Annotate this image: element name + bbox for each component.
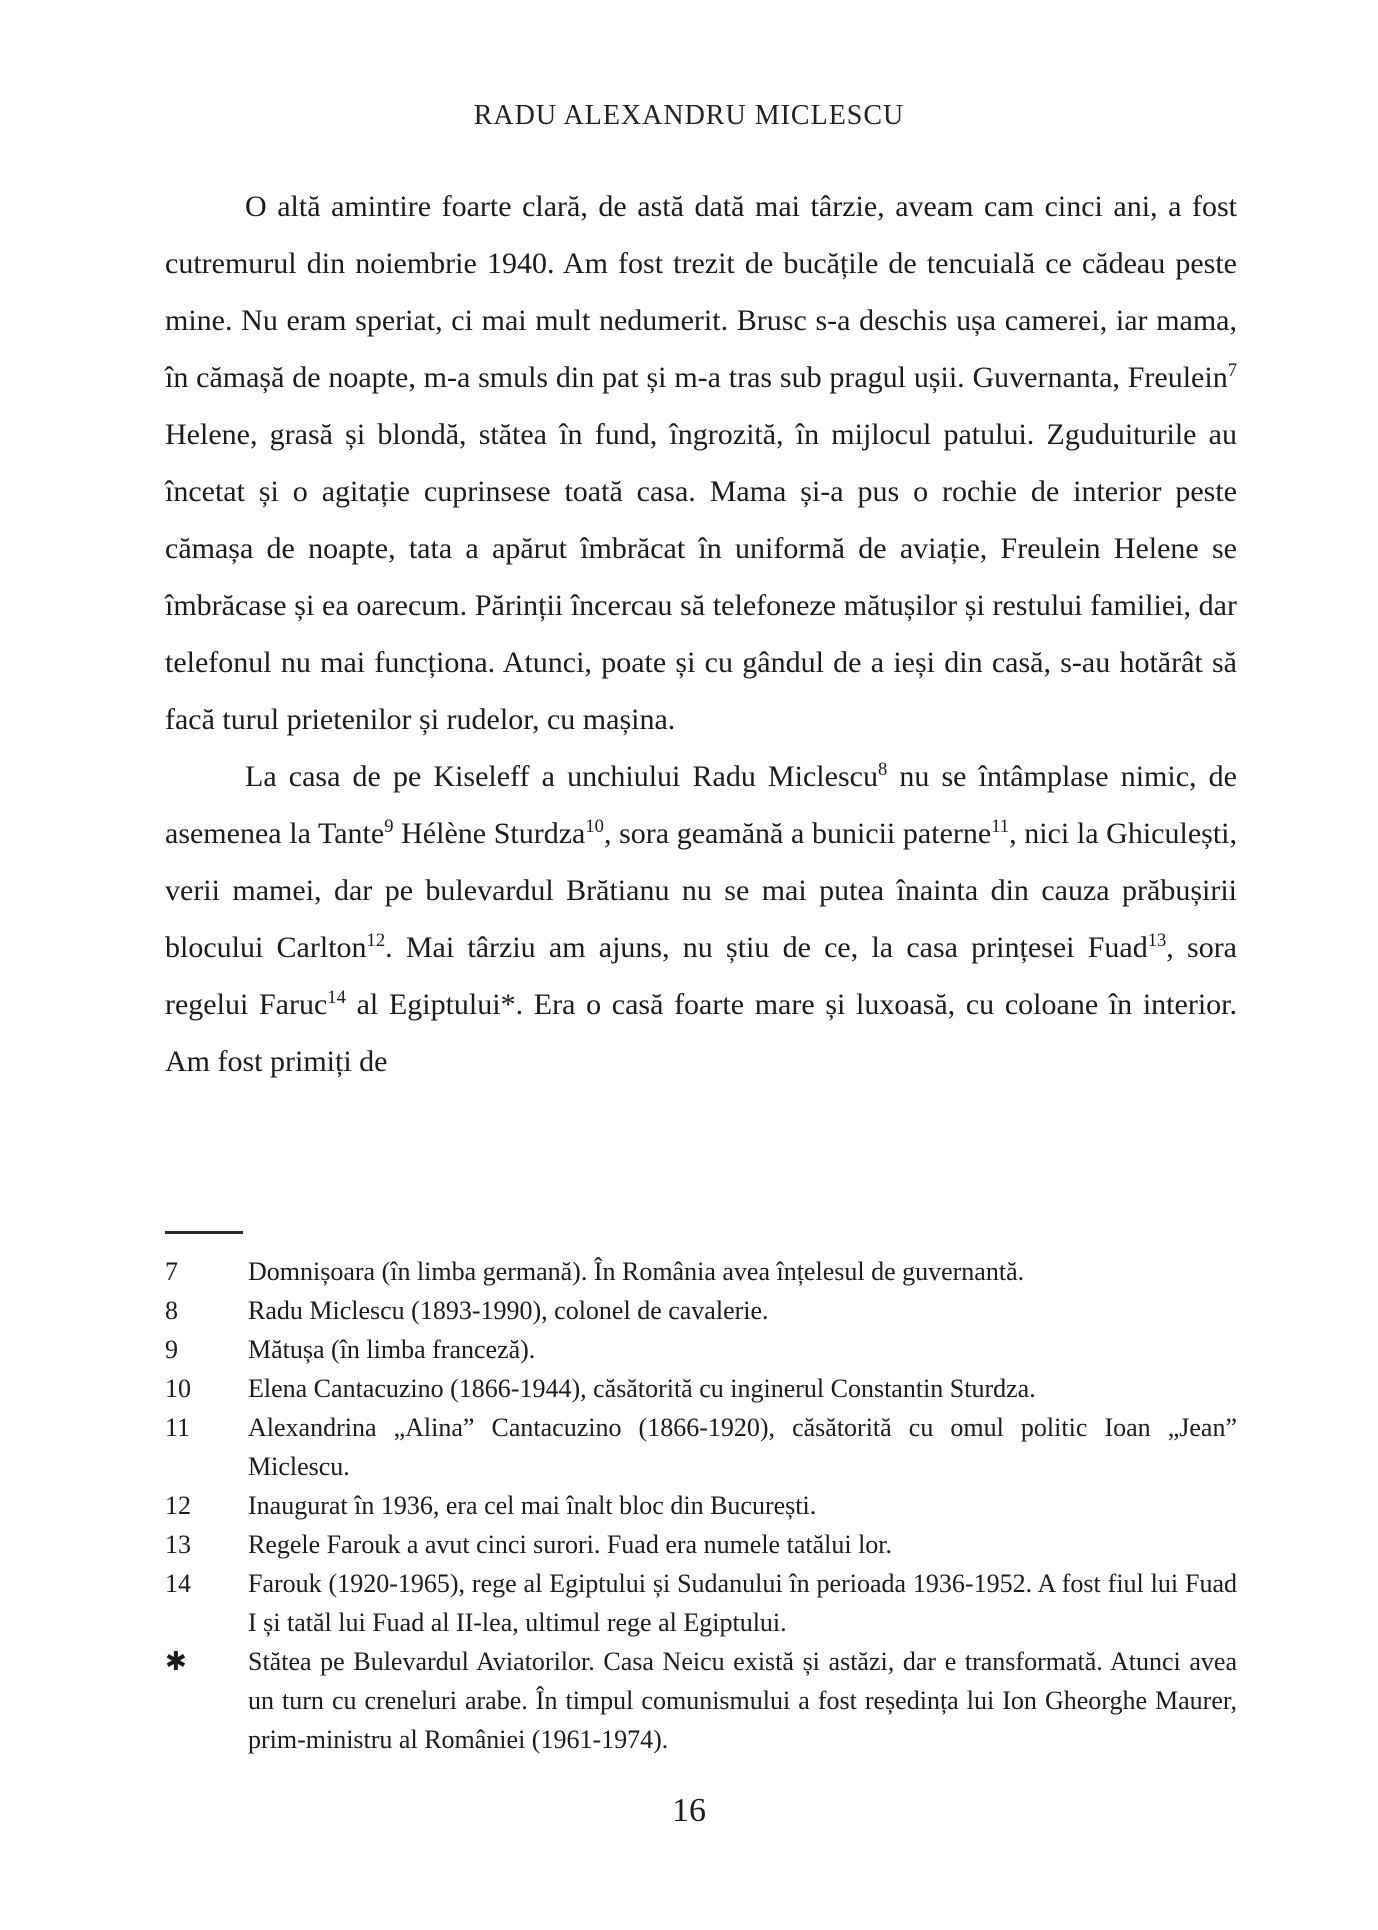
footnote-text: Regele Farouk a avut cinci surori. Fuad era numele tatălui lor. [248, 1530, 893, 1559]
paragraph: O altă amintire foarte clară, de astă dată mai târzie, aveam cam cinci ani, a fost cutremurul din noiembrie 1940. Am fost trezit de bucățile de tencuială ce cădeau peste mine. Nu eram speriat, ci mai mult nedumerit. Brusc s-a deschis ușa camerei, iar mama, în cămașă de noapte, m-a smuls din pat și m-a tras sub pragul ușii. Guvernanta, Freulein$^7$ Helene, grasă și blondă, stătea în fund, îngrozită, în mijlocul patului. Zguduiturile au încetat și o agitație cuprinsese toată casa. Mama și-a pus o rochie de interior peste cămașa de noapte, tata a apărut îmbrăcat în uniformă de aviație, Freulein Helene se îmbrăcase și ea oarecum. Părinții încercau să telefoneze mătușilor și restului familiei, dar telefonul nu mai funcționa. Atunci, poate și cu gândul de a ieși din casă, s-au hotărât să facă turul prietenilor și rudelor, cu mașina. [165, 190, 1237, 736]
footnote-marker: 12 [165, 1491, 191, 1520]
footnote-item [165, 1486, 1237, 1525]
footnote-item [165, 1525, 1237, 1564]
footnote-text: Farouk (1920-1965), rege al Egiptului și Sudanului în perioada 1936-1952. A fost fiul lui Fuad I și tatăl lui Fuad al II-lea, ultimul rege al Egiptului. [248, 1569, 1237, 1637]
footnote-item [165, 1252, 1237, 1291]
footnote-reference: 9 [384, 816, 394, 837]
footnote-reference: 13 [1147, 930, 1167, 951]
footnote-divider [165, 1231, 243, 1234]
footnote-reference: 10 [585, 816, 604, 837]
footnote-text: Elena Cantacuzino (1866-1944), căsătorită cu inginerul Constantin Sturdza. [248, 1374, 1036, 1403]
footnotes-section [165, 1252, 1237, 1759]
footnote-marker: 9 [165, 1335, 178, 1364]
footnote-reference: 11 [991, 816, 1010, 837]
footnote-reference: 14 [327, 987, 346, 1008]
footnote-reference: 12 [366, 930, 386, 951]
footnote-item [165, 1330, 1237, 1369]
paragraph: La casa de pe Kiseleff a unchiului Radu Miclescu$^8$ nu se întâmplase nimic, de asemenea la Tante$^9$ Hélène Sturdza$^{10}$, sora geamănă a bunicii paterne$^{11}$, nici la Ghiculești, verii mamei, dar pe bulevardul Brătianu nu se mai putea înainta din cauza prăbușirii blocului Carlton$^{12}$. Mai târziu am ajuns, nu știu de ce, la casa prințesei Fuad$^{13}$, sora regelui Faruc$^{14}$ al Egiptului*. Era o casă foarte mare și luxoasă, cu coloane în interior. Am fost primiți de [165, 759, 1237, 1078]
footnote-reference: 7 [1227, 360, 1237, 381]
footnote-marker: 10 [165, 1374, 191, 1403]
footnote-reference: 8 [877, 759, 888, 780]
footnote-marker: 13 [165, 1530, 191, 1559]
footnote-marker: 11 [165, 1413, 191, 1442]
footnote-marker: 14 [165, 1569, 191, 1598]
footnote-marker: 7 [165, 1257, 178, 1286]
running-header: RADU ALEXANDRU MICLESCU [473, 100, 905, 131]
footnote-text: Inaugurat în 1936, era cel mai înalt bloc din București. [248, 1491, 817, 1520]
footnote-item [165, 1408, 1237, 1486]
footnote-text: Domnișoara (în limba germană). În România avea înțelesul de guvernantă. [248, 1257, 1025, 1286]
footnote-item [165, 1642, 1237, 1759]
footnote-marker: ✱ [165, 1647, 187, 1676]
footnote-item [165, 1291, 1237, 1330]
footnote-marker: 8 [165, 1296, 178, 1325]
footnote-text: Stătea pe Bulevardul Aviatorilor. Casa Neicu există și astăzi, dar e transformată. Atunci avea un turn cu creneluri arabe. În timpul comunismului a fost reședința lui Ion Gheorghe Maurer, prim-ministru al României (1961-1974). [248, 1647, 1237, 1754]
footnote-item [165, 1564, 1237, 1642]
footnote-text: Radu Miclescu (1893-1990), colonel de cavalerie. [248, 1296, 769, 1325]
footnote-text: Mătușa (în limba franceză). [248, 1335, 536, 1364]
page-number: 16 [672, 1792, 706, 1829]
footnote-item [165, 1369, 1237, 1408]
body-text [165, 178, 1237, 1090]
footnote-text: Alexandrina „Alina” Cantacuzino (1866-1920), căsătorită cu omul politic Ioan „Jean” Miclescu. [248, 1413, 1237, 1481]
